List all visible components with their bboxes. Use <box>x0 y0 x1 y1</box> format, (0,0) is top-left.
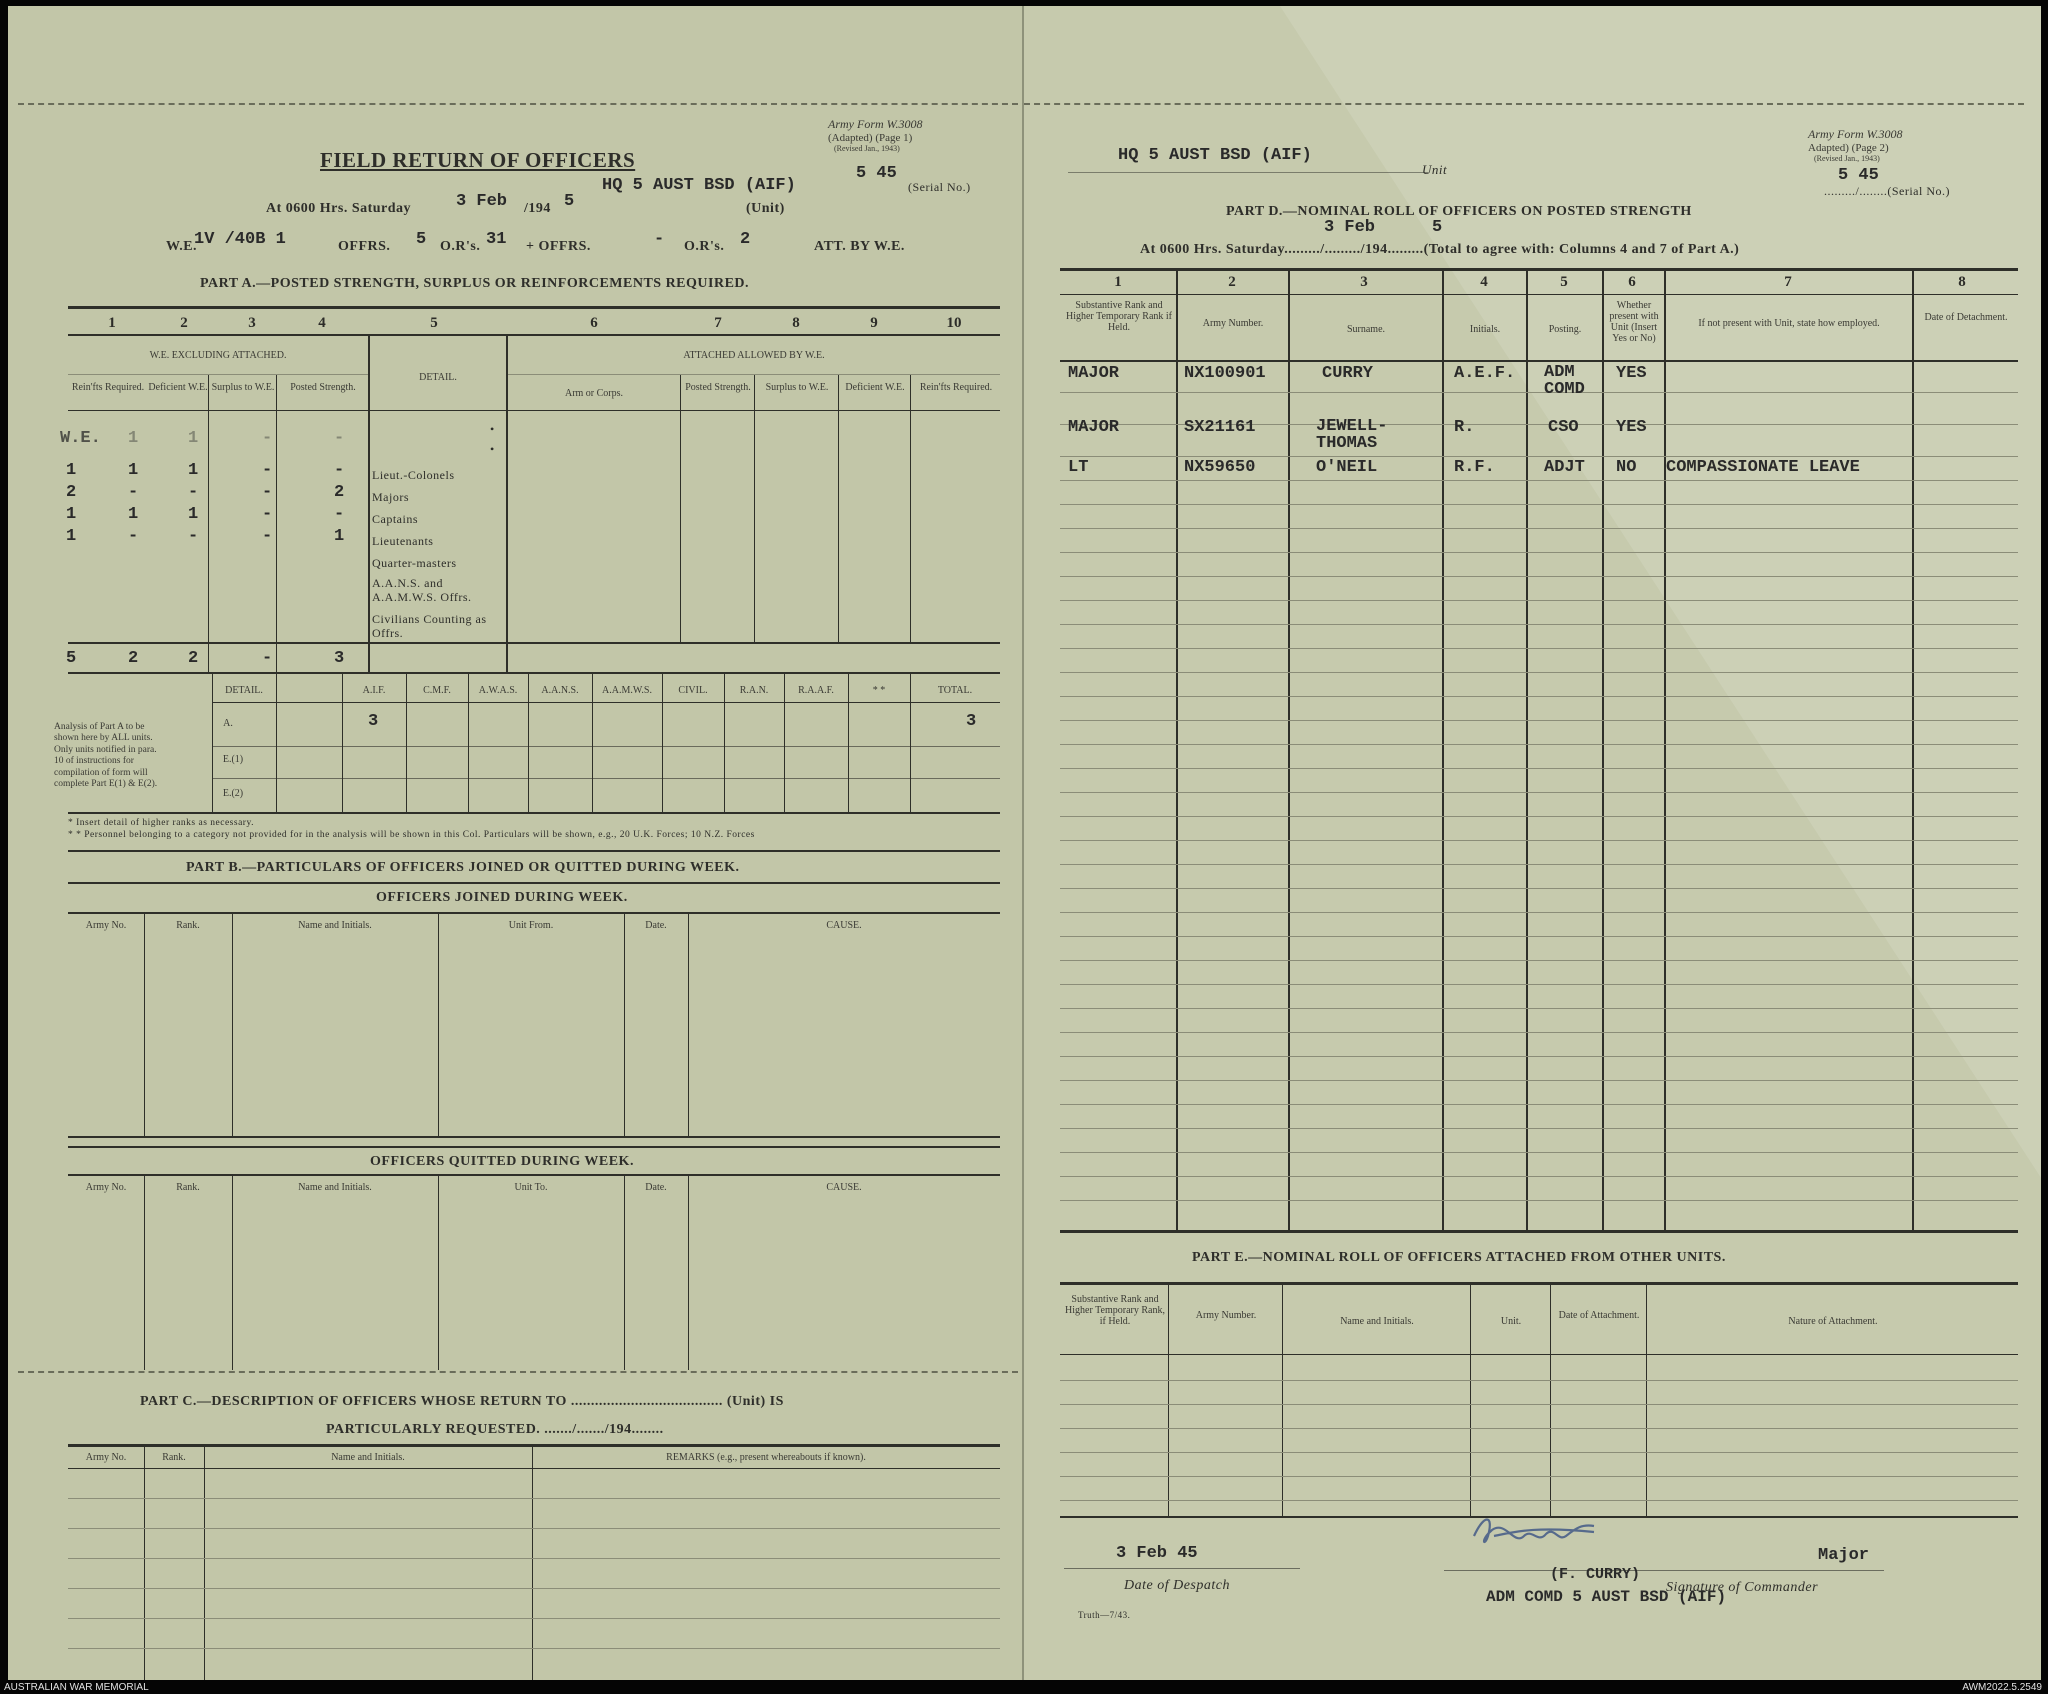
officer-1-initials: A.E.F. <box>1454 364 1516 383</box>
c-head-name: Name and Initials. <box>331 1452 405 1463</box>
analysis-head-aif: A.I.F. <box>362 685 386 696</box>
footnote-1: * Insert detail of higher ranks as necessary. <box>68 818 254 828</box>
row-majors-deficient: - <box>128 483 139 502</box>
quitted-head-cause: CAUSE. <box>826 1182 862 1193</box>
ors2-typed: 2 <box>740 230 751 249</box>
army-form-label-2: Army Form W.3008 <box>1808 127 1903 141</box>
officer-3-present: NO <box>1616 458 1637 477</box>
unit-label: (Unit) <box>746 201 785 216</box>
col-num-3: 3 <box>248 315 256 331</box>
row-captains-posted: - <box>334 505 345 524</box>
e-head-date: Date of Attachment. <box>1558 1310 1640 1321</box>
we-label: W.E. <box>166 239 198 254</box>
detail-aans: A.A.N.S. and A.A.M.W.S. Offrs. <box>372 576 472 604</box>
analysis-note: Analysis of Part A to be shown here by ALL units. Only units notified in para. 10 of instructions for compilation of form will complete Part E(1) & E(2). <box>54 722 158 789</box>
col-num-10: 10 <box>946 315 962 331</box>
col-num-5: 5 <box>430 315 438 331</box>
army-form-revised: (Revised Jan., 1943) <box>834 144 900 153</box>
ors-typed: 31 <box>486 230 507 249</box>
joined-head-rank: Rank. <box>176 920 200 931</box>
ors-label: O.R's. <box>440 239 481 254</box>
quitted-head-name: Name and Initials. <box>298 1182 372 1193</box>
analysis-head-detail: DETAIL. <box>225 685 263 696</box>
form-title: FIELD RETURN OF OFFICERS <box>320 148 636 172</box>
col-head-surplus: Surplus to W.E. <box>211 382 275 393</box>
officer-3-initials: R.F. <box>1454 458 1495 477</box>
officer-1-posting: ADM COMD <box>1544 363 1585 399</box>
e-head-rank: Substantive Rank and Higher Temporary Rank, if Held. <box>1065 1294 1165 1327</box>
row-lieutenants-we: - <box>188 527 199 546</box>
part-c-heading: PART C.—DESCRIPTION OF OFFICERS WHOSE RETURN TO ...................................... (Unit) IS <box>140 1394 784 1409</box>
analysis-row-e1: E.(1) <box>222 754 244 765</box>
officer-1-surname: CURRY <box>1322 364 1374 383</box>
despatch-date-typed: 3 Feb 45 <box>1116 1544 1198 1563</box>
analysis-head-awas: A.W.A.S. <box>478 685 518 696</box>
we-typed: 1V /40B 1 <box>194 230 286 249</box>
we-row-v3: - <box>262 429 273 448</box>
row-captains-reinfts: 1 <box>66 505 77 524</box>
joined-head-name: Name and Initials. <box>298 920 372 931</box>
d-col-num-1: 1 <box>1114 274 1122 290</box>
row-majors-posted: 2 <box>334 483 345 502</box>
form-page-2 <box>1024 6 2041 1680</box>
commander-stamp: ADM COMD 5 AUST BSD (AIF) <box>1486 1588 1727 1606</box>
col-head-deficient: Deficient W.E. <box>148 382 208 393</box>
we-row-label: W.E. <box>60 429 101 448</box>
despatch-label: Date of Despatch <box>1124 1578 1230 1593</box>
e-head-army-number: Army Number. <box>1195 1310 1257 1321</box>
c-head-army-no: Army No. <box>85 1452 127 1463</box>
d-head-employed: If not present with Unit, state how employed. <box>1698 318 1880 329</box>
total-posted: 3 <box>334 649 345 668</box>
d-head-rank: Substantive Rank and Higher Temporary Rank if Held. <box>1065 300 1173 333</box>
c-head-remarks: REMARKS (e.g., present whereabouts if known). <box>666 1452 866 1463</box>
footer-accession: AWM2022.5.2549 <box>1962 1682 2042 1693</box>
e-head-nature: Nature of Attachment. <box>1788 1316 1878 1327</box>
part-b-heading: PART B.—PARTICULARS OF OFFICERS JOINED OR QUITTED DURING WEEK. <box>186 860 740 875</box>
serial-label-2: ........./........(Serial No.) <box>1824 184 1950 198</box>
analysis-head-raaf: R.A.A.F. <box>798 685 834 696</box>
time-line-2: At 0600 Hrs. Saturday........./........./194.........(Total to agree with: Columns 4 and 7 of Part A.) <box>1140 242 1740 257</box>
col-head-posted: Posted Strength. <box>290 382 356 393</box>
footnote-2: * * Personnel belonging to a category not provided for in the analysis will be shown in this Col. Particulars will be shown, e.g., 20 U.K. Forces; 10 N.Z. Forces <box>68 830 755 840</box>
joined-head-unit-from: Unit From. <box>508 920 554 931</box>
year-label: /194 <box>524 201 551 216</box>
signature-label: Signature of Commander <box>1666 1580 1819 1595</box>
officer-3-employed: COMPASSIONATE LEAVE <box>1666 458 1860 477</box>
analysis-head-cmf: C.M.F. <box>423 685 451 696</box>
quitted-head-date: Date. <box>645 1182 667 1193</box>
part-d-heading: PART D.—NOMINAL ROLL OF OFFICERS ON POSTED STRENGTH <box>1226 204 1692 219</box>
col-head-posted-att: Posted Strength. <box>685 382 751 393</box>
form-page-1: Army Form W.3008 (Adapted) (Page 1) (Revised Jan., 1943) FIELD RETURN OF OFFICERS HQ 5 AUST BSD (AIF) 5 45 (Serial No.) At 0600 Hrs. Saturday 3 Feb /194 5 (Unit) W.E. 1V /40B 1 OFFRS. 5 O.R's. 31 + OFFRS. - O.R's. 2 ATT. BY W.E. PART A.—POSTED STRENGTH, SURPLUS OR REINFORCEMENTS REQUIRED. 1 2 3 4 5 6 7 8 9 10 W.E. EXCLUDING ATTACHED. ATTACHED ALLOWED BY W.E. Rein'fts Required. Deficient W.E. Surplus to W.E. Posted Strength. DETAIL. Arm or Corps. Posted Strength. Surplus to W.E. Deficient W.E. Rein'fts Required. • • W.E. 1 1 - - 1 1 1 - - 2 - - - 2 1 1 1 - - 1 - - - 1 Lieut.-Colonels Majors Captains Lieutenants Quarter-masters A.A.N.S. and A.A.M.W.S. Offrs. Civilians Counting as Offrs. 5 2 2 - 3 Analysis of Part A to be shown here by ALL units. Only units notified in para. 10 of instructions for compilation of form will complete Part E(1) & E(2). DETAIL. A.I.F. C.M.F. A.W.A.S. A.A.N.S. A.A.M.W.S. CIVIL. R.A.N. R.A.A.F. * * TOTAL. A. E.(1) E.(2) 3 3 * Insert detail of higher ranks as necessary. * * Personnel belonging to a category not provided for in the analysis will be shown in this Col. Particulars will be shown, e.g., 20 U.K. Forces; 10 N.Z. Forces PART B.—PARTICULARS OF OFFICERS JOINED OR QUITTED DURING WEEK. OFFICERS JOINED DURING WEEK. Army No. Rank. Name and Initials. Unit From. Date. CAUSE. OFFICERS QUITTED DURING WEEK. Army No. Rank. Name and Initials. Unit To. Date. CAUSE. PART C.—DESCRIPTION OF OFFICERS WHOSE RETURN TO ...................................... (Unit) IS PARTICULARLY REQUESTED. ......./......./194........ Army No. Rank. Name and Initials. REMARKS (e.g., present whereabouts if known). <box>8 6 1024 1680</box>
army-form-label: Army Form W.3008 <box>828 117 923 131</box>
analysis-head-civil: CIVIL. <box>678 685 708 696</box>
we-row-v2: 1 <box>188 429 199 448</box>
we-excluding-attached: W.E. EXCLUDING ATTACHED. <box>149 350 287 361</box>
officer-3-posting: ADJT <box>1544 458 1585 477</box>
row-ltcol-reinfts: 1 <box>66 461 77 480</box>
unit-typed-2: HQ 5 AUST BSD (AIF) <box>1118 146 1312 165</box>
quitted-head-rank: Rank. <box>176 1182 200 1193</box>
joined-head-cause: CAUSE. <box>826 920 862 931</box>
offrs-label: OFFRS. <box>338 239 391 254</box>
part-c-requested: PARTICULARLY REQUESTED. ......./......./194........ <box>326 1422 664 1437</box>
officer-2-posting: CSO <box>1548 418 1579 437</box>
quitted-head-army-no: Army No. <box>85 1182 127 1193</box>
quitted-head-unit-to: Unit To. <box>514 1182 548 1193</box>
army-form-adapted-2: Adapted) (Page 2) <box>1808 142 1889 154</box>
offrs-typed: 5 <box>416 230 427 249</box>
detail-lieutenants: Lieutenants <box>372 534 434 548</box>
d-col-num-8: 8 <box>1958 274 1966 290</box>
d-head-initials: Initials. <box>1469 324 1501 335</box>
analysis-head-total: TOTAL. <box>937 685 973 696</box>
attached-allowed: ATTACHED ALLOWED BY W.E. <box>683 350 825 361</box>
officers-joined-heading: OFFICERS JOINED DURING WEEK. <box>376 890 628 905</box>
c-head-rank: Rank. <box>162 1452 186 1463</box>
part-a-heading: PART A.—POSTED STRENGTH, SURPLUS OR REINFORCEMENTS REQUIRED. <box>200 276 750 291</box>
row-ltcol-surplus: - <box>262 461 273 480</box>
we-row-v1: 1 <box>128 429 139 448</box>
col-num-4: 4 <box>318 315 326 331</box>
col-head-arm-corps: Arm or Corps. <box>564 388 624 399</box>
d-col-num-7: 7 <box>1784 274 1792 290</box>
officer-2-initials: R. <box>1454 418 1475 437</box>
d-head-posting: Posting. <box>1548 324 1582 335</box>
d-col-num-5: 5 <box>1560 274 1568 290</box>
analysis-row-a: A. <box>223 718 233 729</box>
d-head-army-number: Army Number. <box>1202 318 1264 329</box>
d-col-num-4: 4 <box>1480 274 1488 290</box>
row-majors-we: - <box>188 483 199 502</box>
plus-offrs-label: + OFFRS. <box>526 239 591 254</box>
d-col-num-3: 3 <box>1360 274 1368 290</box>
row-ltcol-posted: - <box>334 461 345 480</box>
att-label: ATT. BY W.E. <box>814 239 905 254</box>
col-num-9: 9 <box>870 315 878 331</box>
total-we: 2 <box>188 649 199 668</box>
d-head-surname: Surname. <box>1346 324 1386 335</box>
col-head-detail: DETAIL. <box>419 372 457 383</box>
analysis-head-other: * * <box>872 685 886 696</box>
col-num-7: 7 <box>714 315 722 331</box>
part-e-heading: PART E.—NOMINAL ROLL OF OFFICERS ATTACHED FROM OTHER UNITS. <box>1192 1250 1726 1265</box>
officer-2-present: YES <box>1616 418 1647 437</box>
officer-3-surname: O'NEIL <box>1316 458 1378 477</box>
row-ltcol-deficient: 1 <box>128 461 139 480</box>
col-head-reinfts: Rein'fts Required. <box>71 382 145 393</box>
commander-rank: Major <box>1818 1546 1870 1565</box>
analysis-head-ran: R.A.N. <box>739 685 769 696</box>
d-head-present: Whether present with Unit (Insert Yes or No) <box>1609 300 1659 344</box>
col-num-8: 8 <box>792 315 800 331</box>
d-head-detachment: Date of Detachment. <box>1924 312 2008 323</box>
officer-2-number: SX21161 <box>1184 418 1256 437</box>
e-head-unit: Unit. <box>1500 1316 1522 1327</box>
year-typed: 5 <box>564 192 575 211</box>
analysis-total-value: 3 <box>966 712 977 731</box>
total-deficient: 2 <box>128 649 139 668</box>
unit-label-2: Unit <box>1422 162 1448 177</box>
joined-head-army-no: Army No. <box>85 920 127 931</box>
footer-source: AUSTRALIAN WAR MEMORIAL <box>4 1682 149 1693</box>
officer-2-rank: MAJOR <box>1068 418 1120 437</box>
officers-quitted-heading: OFFICERS QUITTED DURING WEEK. <box>370 1154 634 1169</box>
analysis-row-e2: E.(2) <box>222 788 244 799</box>
total-surplus: - <box>262 649 273 668</box>
ors2-label: O.R's. <box>684 239 725 254</box>
army-form-revised-2: (Revised Jan., 1943) <box>1814 154 1880 163</box>
col-num-2: 2 <box>180 315 188 331</box>
row-majors-surplus: - <box>262 483 273 502</box>
detail-lt-colonels: Lieut.-Colonels <box>372 468 455 482</box>
commander-name: (F. CURRY) <box>1550 1566 1641 1583</box>
officer-1-present: YES <box>1616 364 1647 383</box>
row-ltcol-we: 1 <box>188 461 199 480</box>
row-lieutenants-surplus: - <box>262 527 273 546</box>
date-typed: 3 Feb <box>456 192 508 211</box>
d-col-num-2: 2 <box>1228 274 1236 290</box>
col-head-reinfts-att: Rein'fts Required. <box>919 382 993 393</box>
unit-typed: HQ 5 AUST BSD (AIF) <box>602 176 796 195</box>
serial-typed-2: 5 45 <box>1838 166 1879 185</box>
officer-1-number: NX100901 <box>1184 364 1266 383</box>
row-lieutenants-deficient: - <box>128 527 139 546</box>
serial-label: (Serial No.) <box>908 180 971 194</box>
year-typed-2: 5 <box>1432 218 1443 237</box>
detail-captains: Captains <box>372 512 418 526</box>
officer-1-rank: MAJOR <box>1068 364 1120 383</box>
d-col-num-6: 6 <box>1628 274 1636 290</box>
row-majors-reinfts: 2 <box>66 483 77 502</box>
officer-2-surname: JEWELL- THOMAS <box>1316 417 1388 453</box>
detail-majors: Majors <box>372 490 409 504</box>
row-lieutenants-posted: 1 <box>334 527 345 546</box>
commander-signature <box>1454 1506 1624 1568</box>
date-typed-2: 3 Feb <box>1324 218 1376 237</box>
col-num-1: 1 <box>108 315 116 331</box>
army-form-adapted: (Adapted) (Page 1) <box>828 132 913 144</box>
col-head-deficient-att: Deficient W.E. <box>845 382 905 393</box>
analysis-head-aamws: A.A.M.W.S. <box>602 685 652 696</box>
detail-quartermasters: Quarter-masters <box>372 556 457 570</box>
row-captains-deficient: 1 <box>128 505 139 524</box>
serial-typed: 5 45 <box>856 164 897 183</box>
row-captains-surplus: - <box>262 505 273 524</box>
printer-mark: Truth—7/43. <box>1078 1610 1131 1620</box>
officer-3-rank: LT <box>1068 458 1089 477</box>
officer-3-number: NX59650 <box>1184 458 1256 477</box>
analysis-head-aans: A.A.N.S. <box>541 685 579 696</box>
joined-head-date: Date. <box>645 920 667 931</box>
plus-offrs-typed: - <box>654 230 665 249</box>
col-head-surplus-att: Surplus to W.E. <box>765 382 829 393</box>
detail-civilians: Civilians Counting as Offrs. <box>372 612 487 640</box>
we-row-v4: - <box>334 429 345 448</box>
row-lieutenants-reinfts: 1 <box>66 527 77 546</box>
time-line: At 0600 Hrs. Saturday <box>266 201 412 216</box>
row-captains-we: 1 <box>188 505 199 524</box>
col-num-6: 6 <box>590 315 598 331</box>
analysis-aif-value: 3 <box>368 712 379 731</box>
total-reinfts: 5 <box>66 649 77 668</box>
e-head-name: Name and Initials. <box>1340 1316 1414 1327</box>
